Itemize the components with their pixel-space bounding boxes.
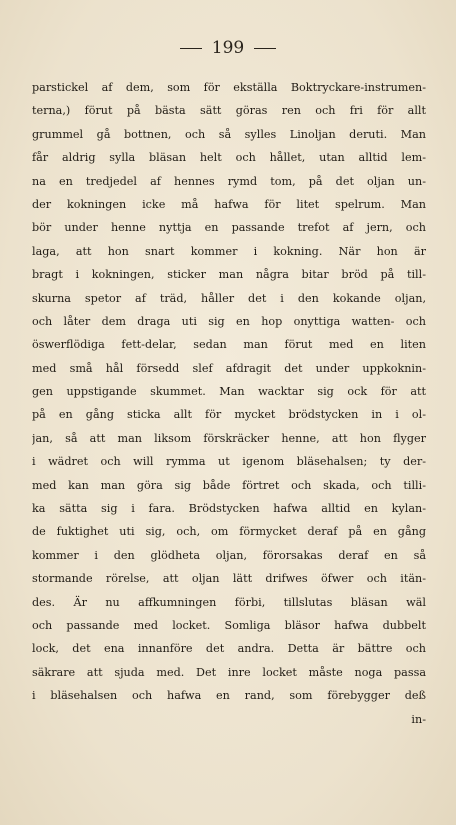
text-line: in- (411, 712, 426, 726)
text-line: får aldrig sylla bläsan helt och hållet, utan alltid lem- (32, 151, 426, 165)
text-line: i bläsehalsen och hafwa en rand, som förebygger deß (32, 689, 426, 703)
text-line: parstickel af dem, som för ekställa Boktryckare-instrumen- (32, 81, 426, 94)
text-line: laga, att hon snart kommer i kokning. När hon är (32, 244, 426, 258)
text-line: grummel gå bottnen, och så sylles Linoljan deruti. Man (32, 127, 426, 141)
text-line: på en gång sticka allt för mycket brödstycken in i ol- (32, 408, 426, 422)
text-line: de fuktighet uti sig, och, om förmycket deraf på en gång (32, 525, 426, 539)
text-line: lock, det ena innanföre det andra. Detta är bättre och (32, 642, 426, 656)
text-line: och låter dem draga uti sig en hop onyttiga watten- och (32, 314, 426, 328)
text-line: skurna spetor af träd, håller det i den kokande oljan, (32, 291, 426, 305)
text-line: med kan man göra sig både förtret och skada, och tilli- (32, 478, 426, 492)
header-dash-left (180, 48, 202, 49)
text-line: jan, så att man liksom förskräcker henne, att hon flyger (32, 431, 426, 445)
text-line: med små hål försedd slef afdragit det under uppkoknin- (32, 361, 426, 375)
body-text (32, 76, 426, 731)
text-line: terna,) förut på bästa sätt göras ren och fri för allt (32, 104, 426, 118)
text-line: bragt i kokningen, sticker man några bitar bröd på till- (32, 268, 426, 282)
header-dash-right (254, 48, 276, 49)
page-number: 199 (211, 38, 245, 58)
text-line: der kokningen icke må hafwa för litet spelrum. Man (32, 197, 426, 211)
page-header (0, 38, 456, 58)
text-line: bör under henne nyttja en passande trefot af jern, och (32, 221, 426, 235)
text-line: och passande med locket. Somliga bläsor hafwa dubbelt (32, 618, 426, 632)
text-line: säkrare att sjuda med. Det inre locket måste noga passa (32, 665, 426, 679)
text-line: gen uppstigande skummet. Man wacktar sig ock för att (32, 385, 426, 399)
text-line: i wädret och will rymma ut igenom bläsehalsen; ty der- (32, 455, 426, 469)
text-line: stormande rörelse, att oljan lätt drifwes öfwer och itän- (32, 572, 426, 586)
text-line: des. Är nu affkumningen förbi, tillslutas bläsan wäl (32, 595, 426, 609)
text-line: öswerflödiga fett-delar, sedan man förut med en liten (32, 338, 426, 352)
text-line: ka sätta sig i fara. Brödstycken hafwa alltid en kylan- (32, 502, 426, 516)
text-line: na en tredjedel af hennes rymd tom, på det oljan un- (32, 174, 426, 188)
text-line: kommer i den glödheta oljan, förorsakas deraf en så (32, 548, 426, 562)
